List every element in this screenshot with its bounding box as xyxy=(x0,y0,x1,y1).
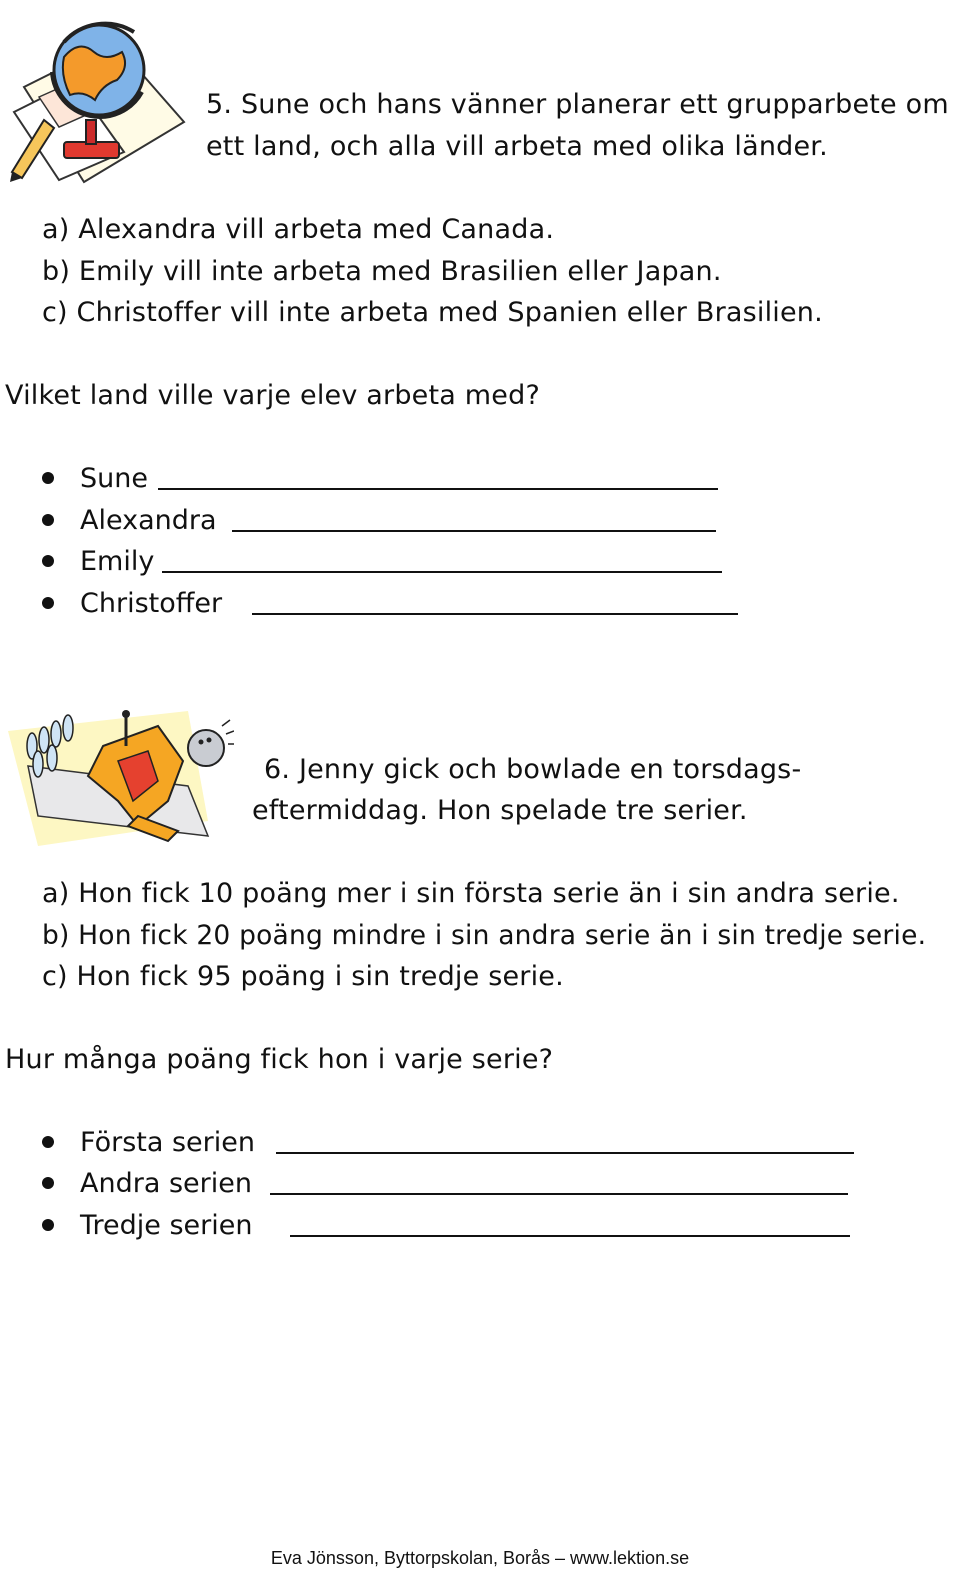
bullet-icon xyxy=(42,1219,54,1231)
bowling-icon xyxy=(8,706,234,848)
answer-label: Christoffer xyxy=(80,588,223,619)
bullet-icon xyxy=(42,597,54,609)
task6-clue-a: a) Hon fick 10 poäng mer i sin första serie än i sin andra serie. xyxy=(42,878,900,909)
answer-blank[interactable] xyxy=(158,488,718,490)
answer-label: Första serien xyxy=(80,1127,255,1158)
answer-label: Tredje serien xyxy=(80,1210,253,1241)
task6-intro-line1: 6. Jenny gick och bowlade en torsdags- xyxy=(264,754,802,785)
task5-clue-a: a) Alexandra vill arbeta med Canada. xyxy=(42,214,555,245)
bullet-icon xyxy=(42,472,54,484)
answer-blank[interactable] xyxy=(232,530,716,532)
answer-label: Emily xyxy=(80,546,155,577)
answer-row-christoffer xyxy=(0,583,900,624)
answer-blank[interactable] xyxy=(270,1193,848,1195)
bullet-icon xyxy=(42,1177,54,1189)
task6-intro-line2: eftermiddag. Hon spelade tre serier. xyxy=(252,795,748,826)
task6-clue-b: b) Hon fick 20 poäng mindre i sin andra serie än i sin tredje serie. xyxy=(42,920,927,951)
task5-intro-line1: 5. Sune och hans vänner planerar ett grupparbete om xyxy=(206,89,949,120)
bullet-icon xyxy=(42,555,54,567)
globe-icon xyxy=(4,2,190,188)
answer-blank[interactable] xyxy=(290,1235,850,1237)
answer-row-emily xyxy=(0,541,900,582)
answer-blank[interactable] xyxy=(276,1152,854,1154)
task5-clue-c: c) Christoffer vill inte arbeta med Spanien eller Brasilien. xyxy=(42,297,823,328)
answer-row-tredje-serien xyxy=(0,1205,900,1246)
task5-question: Vilket land ville varje elev arbeta med? xyxy=(5,380,540,411)
answer-label: Sune xyxy=(80,463,148,494)
task5-intro-line2: ett land, och alla vill arbeta med olika länder. xyxy=(206,131,828,162)
bullet-icon xyxy=(42,514,54,526)
answer-label: Alexandra xyxy=(80,505,217,536)
task6-question: Hur många poäng fick hon i varje serie? xyxy=(5,1044,554,1075)
page-footer: Eva Jönsson, Byttorpskolan, Borås – www.lektion.se xyxy=(270,1548,690,1568)
answer-row-sune xyxy=(0,458,900,499)
answer-row-alexandra xyxy=(0,500,900,541)
answer-blank[interactable] xyxy=(252,613,738,615)
answer-row-andra-serien xyxy=(0,1163,900,1204)
task6-clue-c: c) Hon fick 95 poäng i sin tredje serie. xyxy=(42,961,564,992)
bullet-icon xyxy=(42,1136,54,1148)
answer-blank[interactable] xyxy=(162,571,722,573)
task5-clue-b: b) Emily vill inte arbeta med Brasilien eller Japan. xyxy=(42,256,722,287)
answer-label: Andra serien xyxy=(80,1168,252,1199)
answer-row-forsta-serien xyxy=(0,1122,900,1163)
